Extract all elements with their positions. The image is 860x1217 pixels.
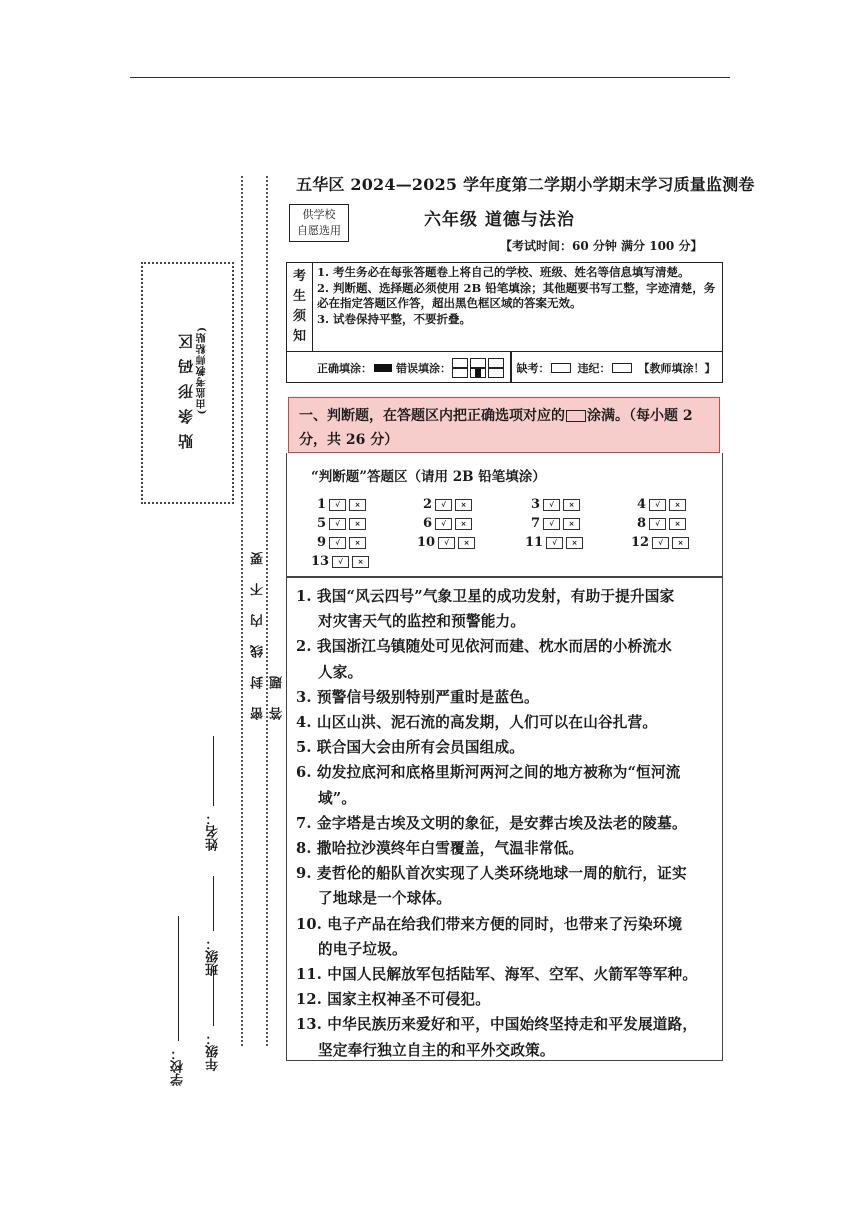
school-blank[interactable] (178, 916, 179, 1041)
answer-number: 5 (317, 516, 327, 531)
answer-row[interactable] (423, 516, 472, 531)
answer-number: 9 (317, 535, 327, 550)
answer-row[interactable] (317, 497, 366, 512)
question-item: 11. 中国人民解放军包括陆军、海军、空军、火箭军等军种。 (296, 966, 698, 984)
false-bubble[interactable]: × (563, 499, 580, 511)
answer-number: 11 (525, 535, 544, 550)
true-bubble[interactable]: √ (543, 518, 560, 530)
false-bubble[interactable]: × (349, 518, 366, 530)
question-item: 7. 金字塔是古埃及文明的象征，是安葬古埃及法老的陵墓。 (296, 814, 687, 832)
answer-number: 4 (637, 497, 647, 512)
answer-row[interactable] (417, 535, 475, 550)
violation-label: 违纪： (577, 361, 611, 375)
question-list (286, 577, 723, 1061)
question-item: 5. 联合国大会由所有会员国组成。 (296, 739, 525, 757)
top-rule (130, 77, 730, 78)
answer-row[interactable] (317, 535, 366, 550)
class-label: 班级： (206, 937, 221, 976)
notice-items (317, 265, 717, 327)
barcode-subtitle: (由监考教师粘贴) (197, 326, 208, 415)
wrong-fill-label: 错误填涂： (396, 361, 451, 375)
answer-row[interactable] (637, 516, 686, 531)
answer-row[interactable] (311, 554, 369, 569)
true-bubble[interactable]: √ (546, 537, 563, 549)
absent-checkbox[interactable] (551, 363, 571, 373)
section-1-title-part1: 一、判断题，在答题区内把正确选项对应的 (299, 408, 565, 424)
wrong-fill-samples (451, 358, 505, 378)
notice-item: 3. 试卷保持平整，不要折叠。 (317, 311, 472, 326)
answer-row[interactable] (423, 497, 472, 512)
grade-field[interactable] (204, 960, 223, 1071)
school-tag-line2: 自愿选用 (297, 224, 341, 237)
exam-title: 五华区 2024—2025 学年度第二学期小学期末学习质量监测卷 (296, 175, 755, 194)
question-item: 2. 我国浙江乌镇随处可见依河而建、枕水而居的小桥流水 人家。 (296, 638, 672, 681)
false-bubble[interactable]: × (563, 518, 580, 530)
question-item: 6. 幼发拉底河和底格里斯河两河之间的地方被称为“恒河流 域”。 (296, 764, 681, 807)
school-label: 学校： (171, 1047, 186, 1086)
exam-time: 【考试时间：60 分钟 满分 100 分】 (500, 239, 703, 253)
subject-title: 六年级 道德与法治 (424, 210, 575, 230)
false-bubble[interactable]: × (566, 537, 583, 549)
class-blank[interactable] (213, 876, 214, 931)
question-item: 13. 中华民族历来爱好和平，中国始终坚持走和平发展道路， 坚定奉行独立自主的和平外交政策。 (296, 1016, 698, 1059)
answer-number: 10 (417, 535, 436, 550)
question-item: 12. 国家主权神圣不可侵犯。 (296, 991, 491, 1009)
true-bubble[interactable]: √ (329, 499, 346, 511)
question-item: 4. 山区山洪、泥石流的高发期，人们可以在山谷扎营。 (296, 714, 658, 732)
correct-fill-label: 正确填涂： (317, 361, 372, 375)
violation-checkbox[interactable] (612, 363, 632, 373)
answer-number: 12 (631, 535, 650, 550)
answer-area (286, 453, 723, 577)
answer-row[interactable] (531, 516, 580, 531)
true-bubble[interactable]: √ (543, 499, 560, 511)
question-item: 9. 麦哲伦的船队首次实现了人类环绕地球一周的航行，证实 了地球是一个球体。 (296, 865, 687, 908)
barcode-title: 贴条形码区 (177, 324, 195, 449)
false-bubble[interactable]: × (669, 518, 686, 530)
answer-number: 7 (531, 516, 541, 531)
true-bubble[interactable]: √ (435, 499, 452, 511)
notice-item: 1. 考生务必在每张答题卷上将自己的学校、班级、姓名等信息填写清楚。 (317, 265, 690, 279)
notice-label-char: 考 (292, 269, 306, 284)
false-bubble[interactable]: × (669, 499, 686, 511)
notice-label-char: 须 (292, 309, 306, 324)
name-blank[interactable] (213, 736, 214, 806)
answer-number: 6 (423, 516, 433, 531)
answer-number: 8 (637, 516, 647, 531)
seal-line-left (241, 176, 243, 1046)
answer-number: 2 (423, 497, 433, 512)
section-1-title-part2: 涂满。（每小题 2 分，共 26 分） (299, 408, 693, 448)
notice-label-char: 生 (292, 289, 306, 304)
school-field[interactable] (169, 910, 188, 1086)
school-optional-tag (289, 204, 349, 242)
candidate-notice (286, 262, 723, 383)
name-label: 姓名： (206, 812, 221, 851)
answer-row[interactable] (631, 535, 689, 550)
false-bubble[interactable]: × (458, 537, 475, 549)
notice-label (287, 263, 313, 351)
absent-label: 缺考： (516, 361, 550, 375)
seal-line-notice: 密封线内不要答题 (251, 534, 285, 720)
name-field[interactable] (204, 730, 223, 851)
answer-row[interactable] (525, 535, 583, 550)
answer-number: 13 (311, 554, 330, 569)
answer-row[interactable] (531, 497, 580, 512)
barcode-area (141, 262, 234, 504)
true-bubble[interactable]: √ (435, 518, 452, 530)
question-item: 10. 电子产品在给我们带来方便的同时，也带来了污染环境 的电子垃圾。 (296, 915, 683, 958)
grade-label: 年级： (206, 1032, 221, 1071)
legend-divider (510, 352, 512, 383)
fill-legend (287, 351, 722, 383)
true-bubble[interactable]: √ (652, 537, 669, 549)
false-bubble[interactable]: × (672, 537, 689, 549)
notice-label-char: 知 (292, 329, 306, 344)
answer-row[interactable] (637, 497, 686, 512)
false-bubble[interactable]: × (455, 499, 472, 511)
false-bubble[interactable]: × (349, 537, 366, 549)
answer-number: 1 (317, 497, 327, 512)
false-bubble[interactable]: × (455, 518, 472, 530)
true-bubble[interactable]: √ (438, 537, 455, 549)
true-bubble[interactable]: √ (329, 537, 346, 549)
school-tag-line1: 供学校 (302, 208, 336, 221)
bubble-icon (566, 410, 586, 422)
class-field[interactable] (204, 870, 223, 976)
false-bubble[interactable]: × (352, 556, 369, 568)
answer-area-title: “判断题”答题区（请用 2B 铅笔填涂） (311, 469, 546, 485)
true-bubble[interactable]: √ (329, 518, 346, 530)
true-bubble[interactable]: √ (649, 518, 666, 530)
notice-item: 2. 判断题、选择题必须使用 2B 铅笔填涂；其他题要书写工整，字迹清楚，务必在指定答题区作答，超出黑色框区域的答案无效。 (317, 280, 716, 310)
correct-fill-sample (374, 364, 392, 372)
teacher-fill-note: 【教师填涂！】 (638, 361, 716, 375)
true-bubble[interactable]: √ (332, 556, 349, 568)
true-bubble[interactable]: √ (649, 499, 666, 511)
question-item: 1. 我国“风云四号”气象卫星的成功发射，有助于提升国家 对灾害天气的监控和预警能力。 (296, 588, 675, 631)
false-bubble[interactable]: × (349, 499, 366, 511)
section-1-heading (288, 397, 720, 453)
question-item: 3. 预警信号级别特别严重时是蓝色。 (296, 688, 539, 706)
answer-number: 3 (531, 497, 541, 512)
answer-row[interactable] (317, 516, 366, 531)
question-item: 8. 撒哈拉沙漠终年白雪覆盖，气温非常低。 (296, 840, 584, 858)
